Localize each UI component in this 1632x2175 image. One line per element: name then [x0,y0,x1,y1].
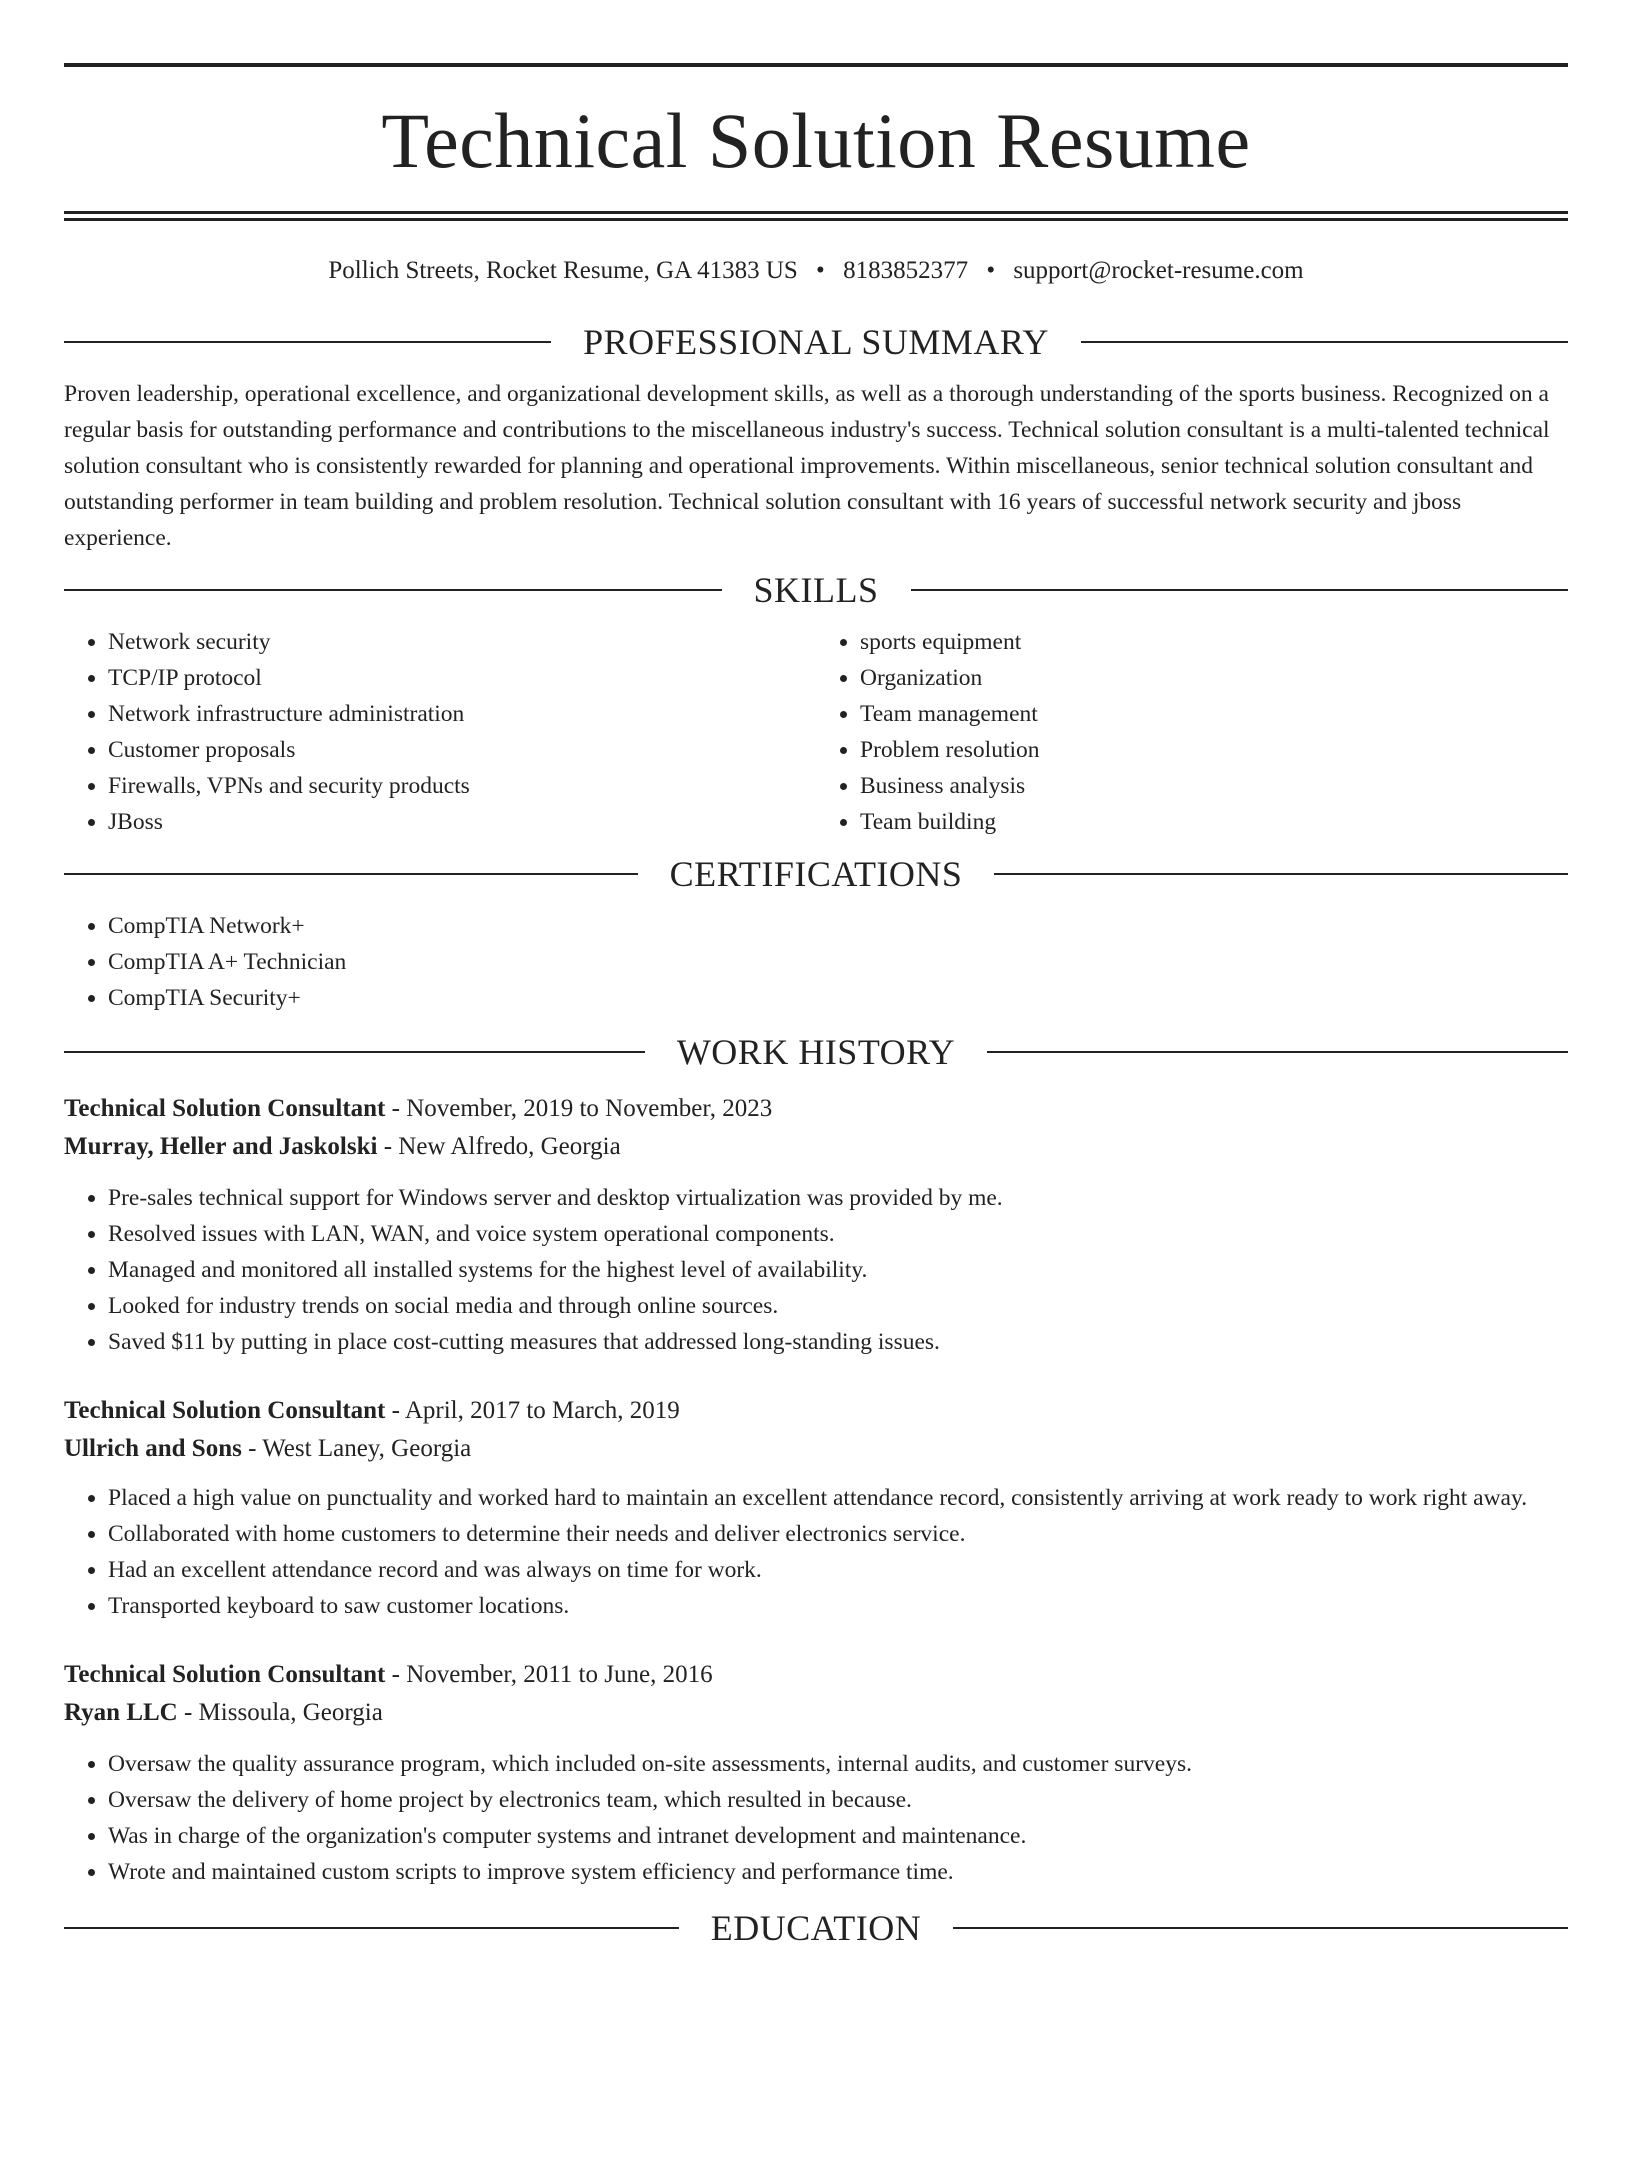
job-title-line [64,1392,1568,1430]
summary-heading: PROFESSIONAL SUMMARY [583,322,1049,362]
job-bullet: • Had an excellent attendance record and was always on time for work. [108,1552,1568,1588]
heading-rule [64,341,551,343]
job-bullets [64,1180,1568,1360]
job-bullet: • Placed a high value on punctuality and worked hard to maintain an excellent attendance record, consistently arriving at work ready to work right away. [108,1480,1568,1516]
job-company: Ullrich and Sons [64,1435,242,1462]
summary-text: Proven leadership, operational excellence, and organizational development skills, as well as a thorough understanding of the sports business. Recognized on a regular basis for outstanding performance and contributions to the miscellaneous industry's success. Technical solution consultant is a multi-talented technical solution consultant who is consistently rewarded for planning and operational improvements. Within miscellaneous, senior technical solution consultant and outstanding performer in team building and problem resolution. Technical solution consultant with 16 years of successful network security and jboss experience. [64,381,1550,551]
job-company-line [64,1694,1568,1732]
certification-item: • CompTIA Security+ [108,980,1568,1016]
header-top-rule [64,63,1568,67]
job-company-line [64,1430,1568,1468]
skill-item: • Firewalls, VPNs and security products [108,768,816,804]
skills-heading-row [64,570,1568,610]
heading-rule [953,1927,1568,1929]
job-bullet: • Resolved issues with LAN, WAN, and voice system operational components. [108,1216,1568,1252]
summary-heading-row [64,322,1568,362]
contact-phone: 8183852377 [843,257,969,284]
job-bullet: • Collaborated with home customers to determine their needs and deliver electronics service. [108,1516,1568,1552]
job-dates: - April, 2017 to March, 2019 [385,1397,680,1424]
certification-item: • CompTIA A+ Technician [108,944,1568,980]
skills-list-right [816,624,1568,840]
skills-heading: SKILLS [753,570,879,610]
resume-page [0,63,1632,2175]
skill-item: • JBoss [108,804,816,840]
job-company: Murray, Heller and Jaskolski [64,1133,378,1160]
job-bullet: • Looked for industry trends on social media and through online sources. [108,1288,1568,1324]
job-bullet: • Was in charge of the organization's computer systems and intranet development and maintenance. [108,1818,1568,1854]
heading-rule [64,873,638,875]
skill-item: • Network security [108,624,816,660]
job-bullet: • Oversaw the quality assurance program, which included on-site assessments, internal audits, and customer surveys. [108,1746,1568,1782]
skill-item: • Customer proposals [108,732,816,768]
certifications-heading-row [64,854,1568,894]
skills-column-right [816,624,1568,840]
job-bullet: • Managed and monitored all installed systems for the highest level of availability. [108,1252,1568,1288]
skill-item: • Team management [860,696,1568,732]
contact-separator: • [816,257,825,284]
skill-item: • sports equipment [860,624,1568,660]
job-company: Ryan LLC [64,1699,178,1726]
heading-rule [994,873,1568,875]
skill-item: • Team building [860,804,1568,840]
heading-rule [987,1051,1568,1053]
work-heading: WORK HISTORY [676,1032,956,1072]
job-location: - West Laney, Georgia [241,1435,472,1462]
job-bullets [64,1746,1568,1890]
job-bullets [64,1480,1568,1624]
job-dates: - November, 2011 to June, 2016 [385,1661,713,1688]
skill-item: • Network infrastructure administration [108,696,816,732]
heading-rule [911,589,1569,591]
heading-rule [64,1927,679,1929]
job-entry [64,1392,1568,1624]
contact-line [64,256,1568,286]
job-title: Technical Solution Consultant [64,1661,386,1688]
job-bullet: • Pre-sales technical support for Windows server and desktop virtualization was provided by me. [108,1180,1568,1216]
skill-item: • Organization [860,660,1568,696]
job-location: - New Alfredo, Georgia [377,1133,621,1160]
heading-rule [64,589,722,591]
skills-column-left [64,624,816,840]
job-title-line [64,1656,1568,1694]
header-double-rule [64,211,1568,221]
work-heading-row [64,1032,1568,1072]
heading-rule [1081,341,1568,343]
certification-item: • CompTIA Network+ [108,908,1568,944]
job-title: Technical Solution Consultant [64,1397,386,1424]
job-location: - Missoula, Georgia [177,1699,383,1726]
job-company-line [64,1128,1568,1166]
job-bullet: • Transported keyboard to saw customer locations. [108,1588,1568,1624]
resume-title: Technical Solution Resume [381,97,1251,184]
skills-list-left [64,624,816,840]
certifications-list [64,908,1568,1016]
job-entry [64,1090,1568,1360]
skill-item: • Business analysis [860,768,1568,804]
education-heading-row [64,1908,1568,1948]
heading-rule [64,1051,645,1053]
contact-email: support@rocket-resume.com [1013,257,1304,284]
contact-separator: • [986,257,996,284]
skills-grid [64,624,1568,840]
job-title-line [64,1090,1568,1128]
education-heading: EDUCATION [710,1908,922,1948]
job-title: Technical Solution Consultant [64,1095,386,1122]
certifications-heading: CERTIFICATIONS [669,854,963,894]
skill-item: • Problem resolution [860,732,1568,768]
skill-item: • TCP/IP protocol [108,660,816,696]
job-dates: - November, 2019 to November, 2023 [385,1095,773,1122]
job-bullet: • Oversaw the delivery of home project by electronics team, which resulted in because. [108,1782,1568,1818]
job-entry [64,1656,1568,1890]
contact-address: Pollich Streets, Rocket Resume, GA 41383 US [328,257,798,284]
job-bullet: • Wrote and maintained custom scripts to improve system efficiency and performance time. [108,1854,1568,1890]
job-bullet: • Saved $11 by putting in place cost-cutting measures that addressed long-standing issues. [108,1324,1568,1360]
